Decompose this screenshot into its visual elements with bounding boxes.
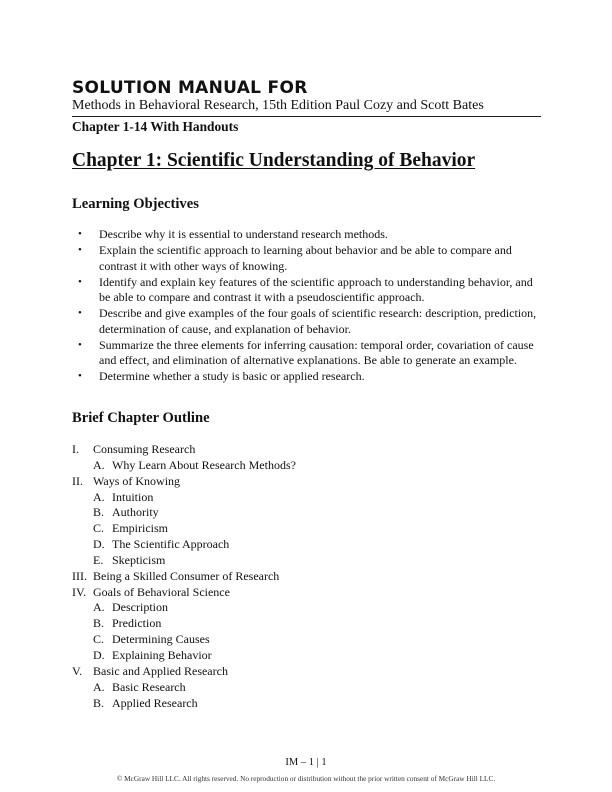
outline-subsection-letter: A.	[93, 679, 105, 694]
outline-section-title: Basic and Applied Research	[93, 663, 228, 678]
bullet-icon: •	[78, 338, 82, 351]
outline-subsection	[72, 632, 542, 648]
outline-section-number: V.	[72, 663, 83, 678]
learning-objectives-heading: Learning Objectives	[72, 196, 199, 212]
outline-subsection-title: Prediction	[112, 616, 162, 631]
outline-section-title: Ways of Knowing	[93, 473, 181, 488]
outline-subsection-title: Applied Research	[112, 695, 198, 710]
outline-subsection-title: The Scientific Approach	[112, 537, 230, 552]
outline-subsection-title: Empiricism	[112, 521, 168, 536]
objective-item	[72, 306, 542, 337]
outline-section-number: III.	[72, 568, 87, 583]
outline-subsection-letter: A.	[93, 600, 105, 615]
outline-section	[72, 585, 542, 601]
outline-subsection-title: Authority	[112, 505, 159, 520]
outline-section	[72, 569, 542, 585]
objective-text-line: and effect, and elimination of alternative explanations. Be able to generate an example.	[99, 353, 517, 368]
bullet-icon: •	[78, 243, 82, 256]
objective-text-line: contrast it with other ways of knowing.	[99, 258, 288, 273]
outline-subsection	[72, 505, 542, 521]
chapter-title: Chapter 1: Scientific Understanding of Behavior	[72, 150, 476, 171]
bullet-icon: •	[78, 307, 82, 320]
outline-section-title: Goals of Behavioral Science	[93, 584, 230, 599]
objective-item	[72, 243, 542, 274]
outline-subsection	[72, 458, 542, 474]
objective-text-line: be able to compare and contrast it with a pseudoscientific approach.	[99, 290, 425, 305]
objective-item	[72, 227, 542, 243]
outline-subsection	[72, 648, 542, 664]
outline-subsection	[72, 696, 542, 712]
outline-subsection-letter: D.	[93, 647, 105, 662]
outline-section-title: Being a Skilled Consumer of Research	[93, 568, 280, 583]
outline-subsection-title: Intuition	[112, 489, 154, 504]
outline-subsection-title: Description	[112, 600, 168, 615]
bullet-icon: •	[78, 228, 82, 240]
outline-subsection-title: Skepticism	[112, 552, 166, 567]
bullet-icon: •	[78, 370, 82, 383]
outline-section-number: I.	[72, 442, 79, 456]
outline-section	[72, 442, 542, 458]
document-subtitle: Methods in Behavioral Research, 15th Edition Paul Cozy and Scott Bates	[72, 98, 484, 113]
outline-subsection	[72, 521, 542, 537]
outline-heading: Brief Chapter Outline	[72, 410, 210, 426]
header-divider	[72, 116, 541, 117]
outline-subsection-letter: A.	[93, 457, 105, 472]
outline-subsection-letter: B.	[93, 695, 105, 710]
objective-text-line: Describe why it is essential to understand research methods.	[99, 227, 388, 241]
objective-text-line: Determine whether a study is basic or applied research.	[99, 369, 365, 384]
outline-subsection-letter: C.	[93, 632, 105, 647]
objective-text-line: Identify and explain key features of the scientific approach to understanding behavior, and	[99, 274, 533, 289]
outline-subsection	[72, 616, 542, 632]
document-banner: SOLUTION MANUAL FOR	[72, 78, 308, 98]
chapters-line: Chapter 1-14 With Handouts	[72, 119, 239, 134]
outline-subsection	[72, 537, 542, 553]
outline-subsection-title: Basic Research	[112, 679, 186, 694]
objective-item	[72, 369, 542, 385]
outline-subsection-letter: E.	[93, 552, 104, 567]
copyright-notice: © McGraw Hill LLC. All rights reserved. No reproduction or distribution without the prior written consent of McGraw Hill LLC.	[116, 774, 496, 783]
outline-subsection	[72, 680, 542, 696]
objective-item	[72, 338, 542, 369]
outline-subsection-title: Why Learn About Research Methods?	[112, 457, 296, 472]
objective-text-line: Summarize the three elements for inferring causation: temporal order, covariation of cause	[99, 337, 534, 352]
outline-section	[72, 474, 542, 490]
outline-subsection	[72, 490, 542, 506]
outline-subsection-title: Determining Causes	[112, 632, 210, 647]
outline-section-number: II.	[72, 473, 83, 488]
outline-subsection-letter: A.	[93, 489, 105, 504]
outline-section-number: IV.	[72, 584, 87, 599]
outline-subsection-title: Explaining Behavior	[112, 647, 212, 662]
outline-section-title: Consuming Research	[93, 442, 196, 456]
outline-subsection-letter: C.	[93, 521, 105, 536]
objective-text-line: Explain the scientific approach to learning about behavior and be able to compare and	[99, 242, 512, 257]
outline-subsection	[72, 600, 542, 616]
outline-subsection-letter: B.	[93, 616, 105, 631]
outline-subsection	[72, 553, 542, 569]
learning-objectives-list	[72, 227, 542, 385]
bullet-icon: •	[78, 275, 82, 288]
outline-subsection-letter: B.	[93, 505, 105, 520]
outline-subsection-letter: D.	[93, 537, 105, 552]
objective-text-line: Describe and give examples of the four goals of scientific research: description, prediction,	[99, 306, 537, 321]
chapter-outline	[72, 442, 542, 711]
objective-text-line: determination of cause, and explanation of behavior.	[99, 321, 351, 336]
objective-item	[72, 275, 542, 306]
outline-section	[72, 664, 542, 680]
page-number: IM – 1 | 1	[285, 757, 327, 768]
